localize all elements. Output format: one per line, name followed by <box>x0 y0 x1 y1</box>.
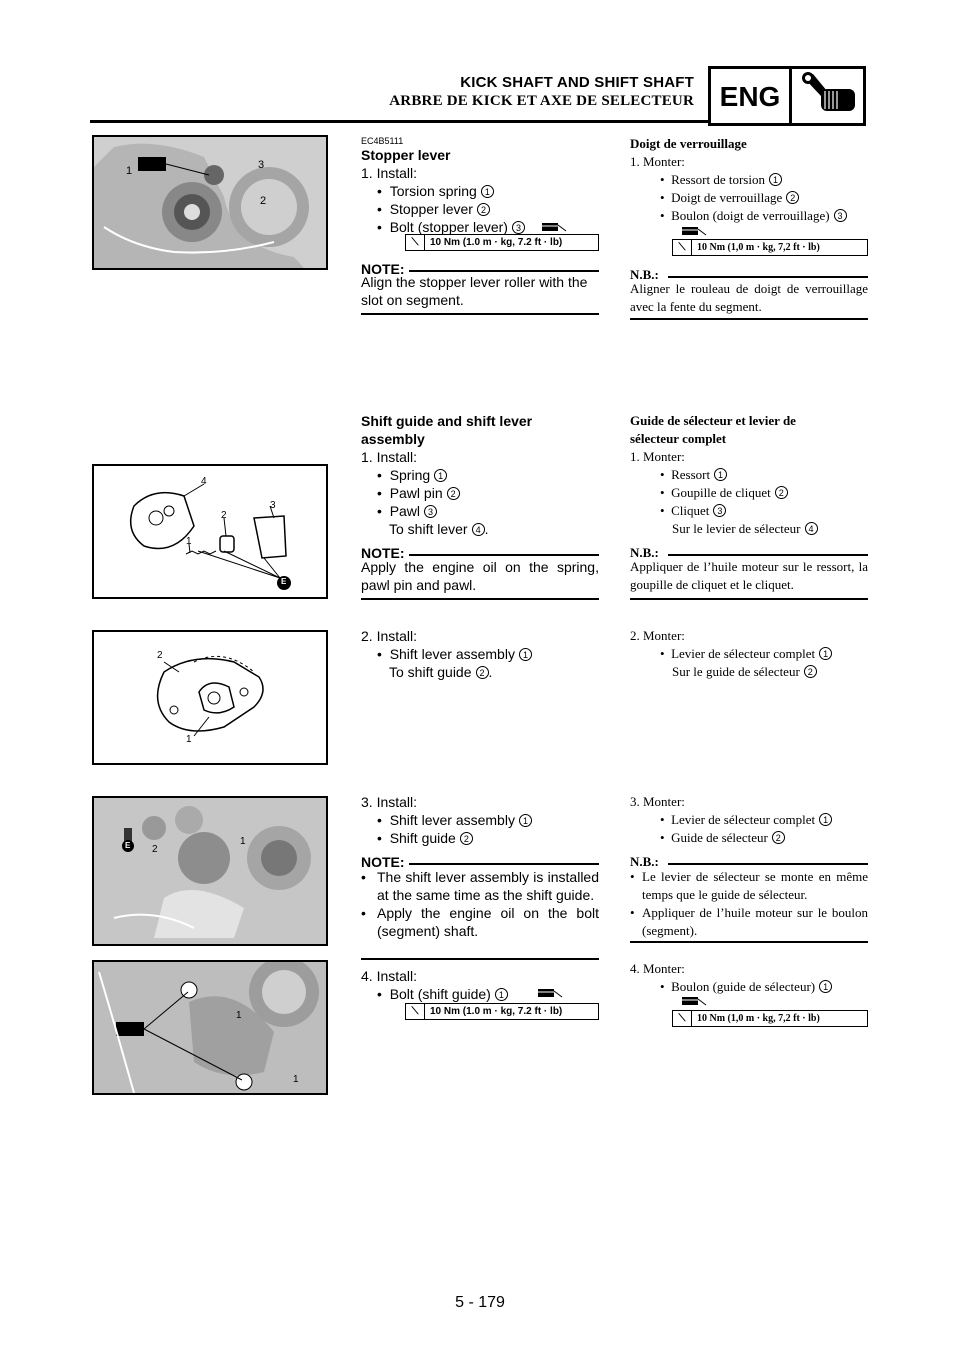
torque-spec: ⟍ 10 Nm (1.0 m · kg, 7.2 ft · lb) <box>405 234 599 251</box>
engine-wrench-icon <box>793 69 867 123</box>
callout-4: 4 <box>201 476 207 487</box>
section-title-guide: Guide de sélecteur et levier de <box>630 413 796 428</box>
locking-agent-icon <box>680 995 708 1007</box>
list-item: • Torsion spring 1 <box>377 182 494 200</box>
list-item: • Shift lever assembly 1 <box>377 811 532 829</box>
figure-shift-lever-parts <box>92 464 328 599</box>
list-item: • Guide de sélecteur 2 <box>660 829 785 847</box>
list-item: • Goupille de cliquet 2 <box>660 484 788 502</box>
figure-stopper-lever <box>92 135 328 270</box>
step-label: 3. Install: <box>361 794 418 810</box>
list-item: • Ressort de torsion 1 <box>660 171 782 189</box>
list-item: • Pawl 3 <box>377 502 437 520</box>
callout-2: 2 <box>221 510 227 521</box>
list-item: • Levier de sélecteur complet 1 <box>660 811 832 829</box>
section-title-shift-guide-2: assembly <box>361 431 425 447</box>
step-label: 2. Install: <box>361 628 418 644</box>
locking-agent-icon <box>680 225 708 237</box>
note-label: N.B.: <box>630 854 659 869</box>
callout-2: 2 <box>152 844 158 855</box>
note-text: Apply the engine oil on the spring, pawl pin and pawl. <box>361 559 599 593</box>
callout-1: 1 <box>186 536 192 547</box>
step-label: 2. Monter: <box>630 628 685 643</box>
figure-shift-guide-install <box>92 796 328 946</box>
torque-spec: ⟍ 10 Nm (1.0 m · kg, 7.2 ft · lb) <box>405 1003 599 1020</box>
list-item: • Levier de sélecteur complet 1 <box>660 645 832 663</box>
step-label: 1. Monter: <box>630 154 685 169</box>
torque-icon: ⟍ <box>673 1011 692 1026</box>
step-label: 4. Install: <box>361 968 418 984</box>
engine-oil-mark: E <box>125 841 131 850</box>
torque-spec: ⟍ 10 Nm (1,0 m · kg, 7,2 ft · lb) <box>672 239 868 256</box>
step-label: 4. Monter: <box>630 961 685 976</box>
note-text: Align the stopper lever roller with the slot on segment. <box>361 274 588 308</box>
torque-icon: ⟍ <box>406 1004 425 1019</box>
figure-shift-lever-assembly <box>92 630 328 765</box>
target-text: To shift lever 4 . <box>389 521 489 537</box>
section-title-shift-guide: Shift guide and shift lever <box>361 413 533 429</box>
step-label: 3. Monter: <box>630 794 685 809</box>
note-text: Appliquer de l’huile moteur sur le ressort, la goupille de cliquet et le cliquet. <box>630 559 868 592</box>
callout-3: 3 <box>258 159 265 171</box>
page-number: 5 - 179 <box>455 1294 505 1311</box>
callout-3: 3 <box>270 500 276 511</box>
list-item: • Bolt (stopper lever) 3 <box>377 218 525 236</box>
engine-oil-mark: E <box>281 577 287 586</box>
list-item: • Shift lever assembly 1 <box>377 645 532 663</box>
torque-spec: ⟍ 10 Nm (1,0 m · kg, 7,2 ft · lb) <box>672 1010 868 1027</box>
note-label: NOTE: <box>361 261 405 277</box>
callout-1: 1 <box>293 1074 299 1085</box>
callout-1: 1 <box>240 836 246 847</box>
note-text: Aligner le rouleau de doigt de verrouillage avec la fente du segment. <box>630 281 868 314</box>
callout-1: 1 <box>186 734 192 745</box>
section-badge <box>708 66 866 126</box>
target-text: Sur le levier de sélecteur 4 <box>672 520 818 538</box>
callout-2: 2 <box>260 195 267 207</box>
step-label: 1. Monter: <box>630 449 685 464</box>
section-title-guide-2: sélecteur complet <box>630 431 727 446</box>
callout-1: 1 <box>126 165 133 177</box>
figure-shift-guide-bolt <box>92 960 328 1095</box>
target-text: To shift guide 2 . <box>389 664 493 680</box>
step-label: 1. Install: <box>361 449 418 465</box>
section-title-doigt: Doigt de verrouillage <box>630 136 747 151</box>
note-bullet: • The shift lever assembly is installed at the same time as the shift guide. • Apply the engine oil on the bolt (segment) shaft. <box>361 869 599 939</box>
callout-2: 2 <box>157 650 163 661</box>
list-item: • Boulon (guide de sélecteur) 1 <box>660 978 832 996</box>
note-label: NOTE: <box>361 545 405 561</box>
torque-icon: ⟍ <box>673 240 692 255</box>
note-label: NOTE: <box>361 854 405 870</box>
step-label: 1. Install: <box>361 165 418 181</box>
callout-1: 1 <box>236 1010 242 1021</box>
note-bullet: • Le levier de sélecteur se monte en même temps que le guide de sélecteur. • Appliquer de l’huile moteur sur le boulon (segment). <box>630 869 868 938</box>
list-item: • Boulon (doigt de verrouillage) 3 <box>660 207 847 225</box>
note-label: N.B.: <box>630 545 659 560</box>
header-title-fr: ARBRE DE KICK ET AXE DE SELECTEUR <box>389 93 694 109</box>
header-rule <box>90 120 710 123</box>
header-title-en: KICK SHAFT AND SHIFT SHAFT <box>460 74 694 91</box>
list-item: • Shift guide 2 <box>377 829 473 847</box>
locking-agent-icon <box>536 987 564 999</box>
list-item: • Ressort 1 <box>660 466 727 484</box>
list-item: • Stopper lever 2 <box>377 200 490 218</box>
list-item: • Spring 1 <box>377 466 447 484</box>
section-title-stopper-lever: Stopper lever <box>361 147 451 163</box>
target-text: Sur le guide de sélecteur 2 <box>672 663 817 681</box>
list-item: • Bolt (shift guide) 1 <box>377 985 508 1003</box>
note-label: N.B.: <box>630 267 659 282</box>
section-code: EC4B5111 <box>361 136 404 146</box>
list-item: • Doigt de verrouillage 2 <box>660 189 799 207</box>
list-item: • Pawl pin 2 <box>377 484 460 502</box>
torque-icon: ⟍ <box>406 235 425 250</box>
list-item: • Cliquet 3 <box>660 502 726 520</box>
locking-agent-icon <box>540 221 568 233</box>
section-badge-label: ENG <box>719 81 781 112</box>
